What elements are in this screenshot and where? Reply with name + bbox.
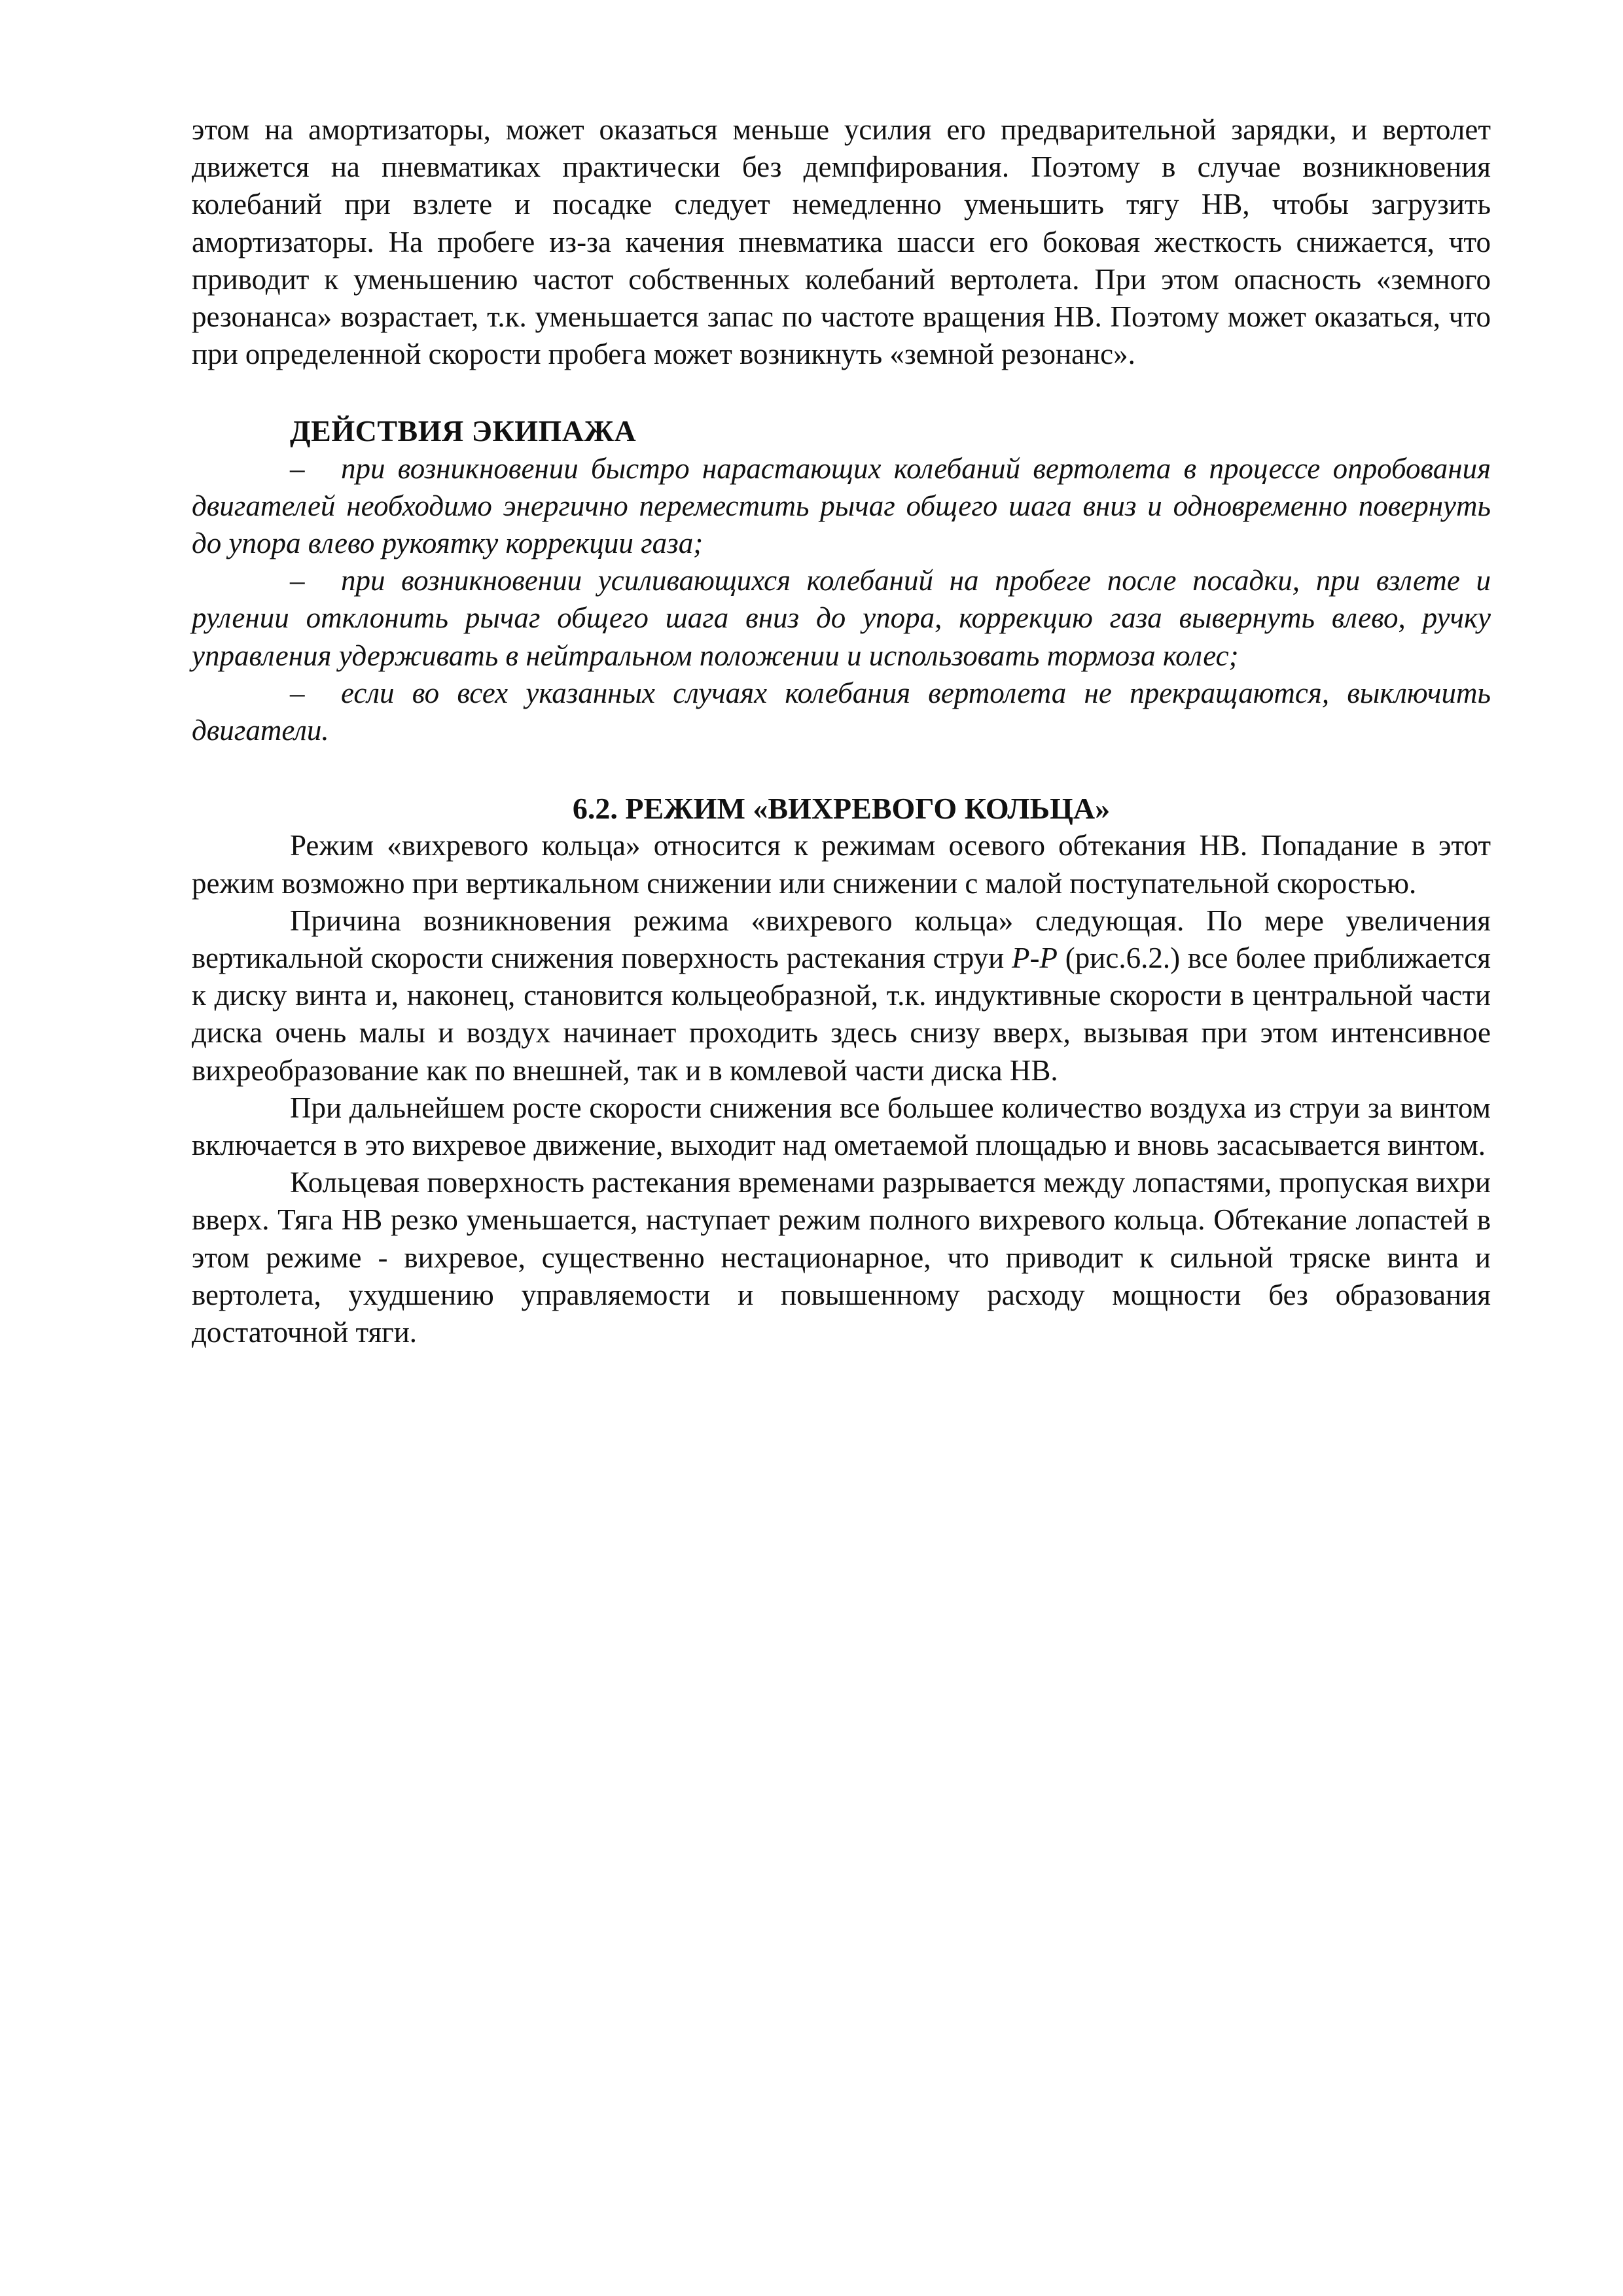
body-paragraph: Режим «вихревого кольца» относится к режимам осевого обтекания НВ. Попадание в этот режим возможно при вертикальном снижении или снижении с малой поступательной скоростью.: [192, 829, 1491, 900]
crew-actions-heading: ДЕЙСТВИЯ ЭКИПАЖА: [290, 414, 637, 448]
paragraph-text: (рис.6.2.) все более приближается к диску винта и, наконец, становится кольцеобразной, т.к. индуктивные скорости в центральной части диска очень малы и воздух начинает проходить здесь снизу вверх, вызывая при этом интенсивное вихреобразование как по внешней, так и в комлевой части диска НВ.: [192, 942, 1491, 1087]
crew-action-item: [192, 675, 1491, 749]
crew-action-item: [192, 562, 1491, 675]
body-paragraph: При дальнейшем росте скорости снижения все большее количество воздуха из струи за винтом включается в это вихревое движение, выходит над ометаемой площадью и вновь засасывается винтом.: [192, 1091, 1491, 1162]
paragraph-text: Причина возникновения режима «вихревого кольца» следующая. По мере увеличения вертикальной скорости снижения поверхность растекания струи: [192, 904, 1491, 975]
crew-action-text: если во всех указанных случаях колебания вертолета не прекращаются, выключить двигатели.: [192, 676, 1491, 747]
list-dash: –: [290, 451, 305, 485]
body-paragraph: [192, 902, 1491, 1089]
crew-action-text: при возникновении усиливающихся колебаний на пробеге после посадки, при взлете и рулении отклонить рычаг общего шага вниз до упора, коррекцию газа вывернуть влево, ручку управления удерживать в нейтральном положении и использовать тормоза колес;: [192, 564, 1491, 672]
document-page: [192, 111, 1491, 1351]
list-dash: –: [290, 564, 305, 597]
crew-action-item: [192, 450, 1491, 563]
crew-action-text: при возникновении быстро нарастающих колебаний вертолета в процессе опробования двигателей необходимо энергично переместить рычаг общего шага вниз и одновременно повернуть до упора влево рукоятку коррекции газа;: [192, 451, 1491, 560]
intro-paragraph: этом на амортизаторы, может оказаться меньше усилия его предварительной зарядки, и вертолет движется на пневматиках практически без демпфирования. Поэтому в случае возникновения колебаний при взлете и посадке следует немедленно уменьшить тягу НВ, чтобы загрузить амортизаторы. На пробеге из-за качения пневматика шасси его боковая жесткость снижается, что приводит к уменьшению частот собственных колебаний вертолета. При этом опасность «земного резонанса» возрастает, т.к. уменьшается запас по частоте вращения НВ. Поэтому может оказаться, что при определенной скорости пробега может возникнуть «земной резонанс».: [192, 113, 1491, 371]
section-title: 6.2. РЕЖИМ «ВИХРЕВОГО КОЛЬЦА»: [572, 792, 1111, 826]
crew-actions-list: [192, 450, 1491, 750]
list-dash: –: [290, 676, 305, 709]
body-paragraph: Кольцевая поверхность растекания временами разрывается между лопастями, пропуская вихри вверх. Тяга НВ резко уменьшается, наступает режим полного вихревого кольца. Обтекание лопастей в этом режиме - вихревое, существенно нестационарное, что приводит к сильной тряске винта и вертолета, ухудшению управляемости и повышенному расходу мощности без образования достаточной тяги.: [192, 1166, 1491, 1349]
surface-symbol: Р-Р: [1012, 942, 1058, 975]
